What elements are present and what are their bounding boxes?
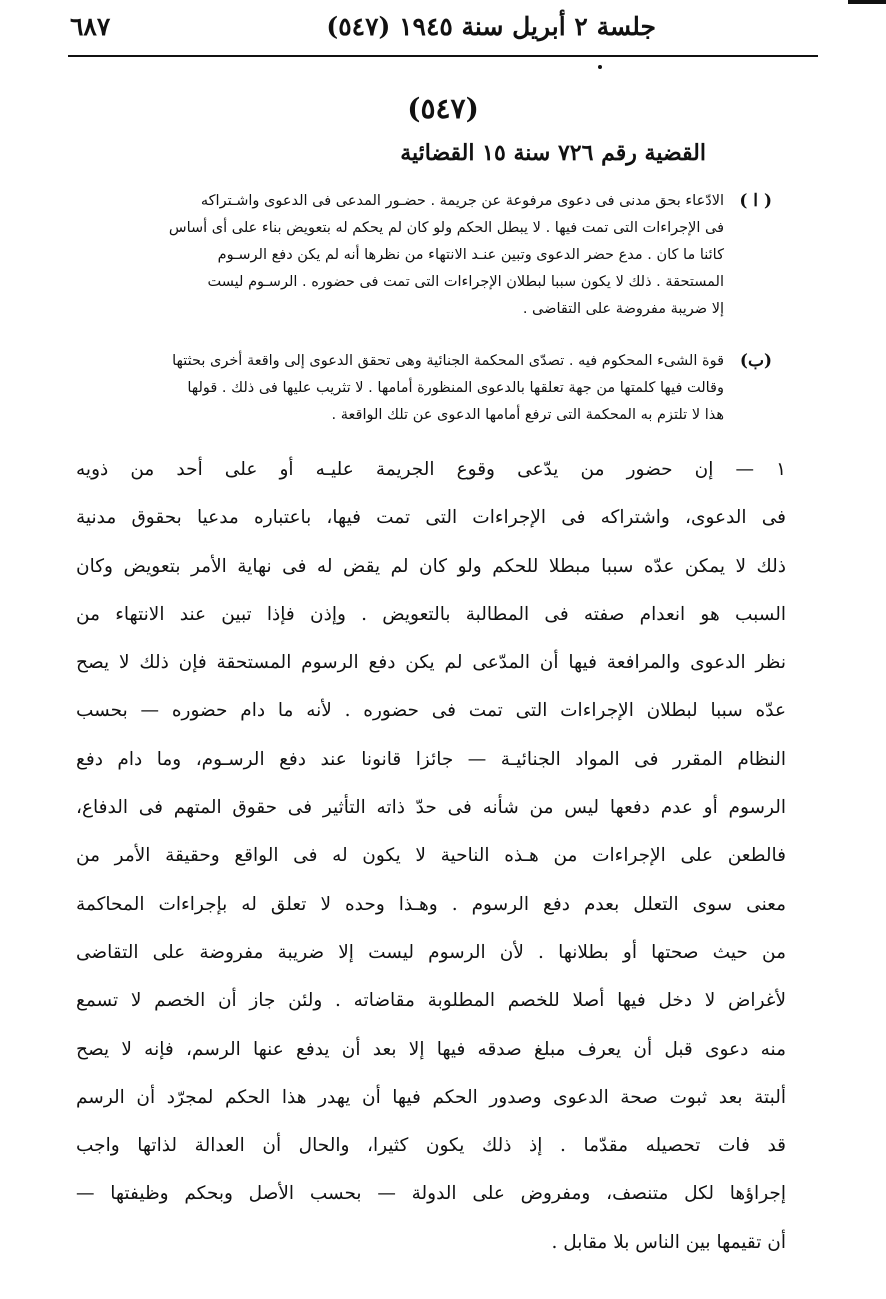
judgment-body [76,446,786,1267]
headnote-line: إلا ضريبة مفروضة على التقاضى . [522,301,724,317]
body-line: إجراؤها لكل متنصف، ومفروض على الدولة — بحسب الأصل وبحكم وظيفتها — [76,1183,786,1205]
body-line: منه دعوى قبل أن يعرف مبلغ صدقه فيها إلا بعد أن يدفع عنها الرسم، فإنه لا يصح [76,1038,786,1060]
headnote-marker-a: ( ا ) [739,191,772,211]
headnote-line: الادّعاء بحق مدنى فى دعوى مرفوعة عن جريمة . حضـور المدعى فى الدعوى واشـتراكه [200,193,724,209]
body-line: قد فات تحصيله مقدّما . إذ ذلك يكون كثيرا، والحال أن العدالة لذاتها واجب [76,1135,786,1157]
headnote-line: قوة الشىء المحكوم فيه . تصدّى المحكمة الجنائية وهى تحقق الدعوى إلى واقعة أخرى بحثتها [172,353,724,369]
header-divider [68,55,818,57]
headnote-marker-b: (ب) [739,351,772,371]
body-line: الرسوم أو عدم دفعها ليس من شأنه فى حدّ ذاته التأثير فى حقوق المتهم فى الدفاع، [76,797,786,819]
headnote-line: فى الإجراءات التى تمت فيها . لا يبطل الحكم ولو كان لم يحكم له بتعويض بناء على أى أساس [168,220,724,236]
body-line: عدّه سببا لبطلان الإجراءات التى تمت فى حضوره . لأنه ما دام حضوره — بحسب [76,700,786,722]
headnote-a [78,188,772,323]
body-line: السبب هو انعدام صفته فى المطالبة بالتعويض . وإذن فإذا تبين عند الانتهاء من [76,603,786,625]
case-title: القضية رقم ٧٢٦ سنة ١٥ القضائية [400,140,706,166]
body-line: فالطعن على الإجراءات من هـذه الناحية لا يكون له فى الواقع وحقيقة الأمر من [76,845,786,867]
body-line: النظام المقرر فى المواد الجنائيـة — جائزا قانونا عند دفع الرسـوم، وما دام دفع [76,748,786,770]
page-header [70,12,816,52]
headnote-line: هذا لا تلتزم به المحكمة التى ترفع أمامها الدعوى عن تلك الواقعة . [331,407,724,423]
headnote-line: وقالت فيها كلمتها من جهة تعلقها بالدعوى المنظورة أمامها . لا تثريب عليها فى ذلك . قولها [187,380,724,396]
ink-dot [598,65,602,69]
body-line: معنى سوى التعلل بعدم دفع الرسوم . وهـذا وحده لا تعلق له بإجراءات المحاكمة [76,893,786,915]
headnote-line: كائنا ما كان . مدع حضر الدعوى وتبين عنـد الانتهاء من نظرها أنه لم يكن دفع الرسـوم [217,247,724,263]
body-line: فى الدعوى، واشتراكه فى الإجراءات التى تمت فيها، باعتباره مدعيا بحقوق مدنية [76,507,786,529]
body-line: من حيث صحتها أو بطلانها . لأن الرسوم ليست إلا ضريبة مفروضة على التقاضى [76,941,786,963]
corner-mark [848,0,886,4]
body-line: لأغراض لا دخل فيها أصلا للخصم المطلوبة مقاضاته . ولئن جاز أن الخصم لا تسمع [76,990,786,1012]
body-line: ألبتة بعد ثبوت صحة الدعوى وصدور الحكم فيها أن يهدر هذا الحكم لمجرّد أن الرسم [76,1086,786,1108]
body-line: أن تقيمها بين الناس بلا مقابل . [551,1231,786,1253]
body-line: ١ — إن حضور من يدّعى وقوع الجريمة عليـه أو على أحد من ذويه [76,459,786,480]
running-head: جلسة ٢ أبريل سنة ١٩٤٥ (٥٤٧) [326,12,656,41]
page-number: ٦٨٧ [70,12,111,41]
headnote-b [78,348,772,429]
headnote-line: المستحقة . ذلك لا يكون سببا لبطلان الإجراءات التى تمت فى حضوره . الرسـوم ليست [207,274,724,290]
case-number: (٥٤٧) [407,92,479,125]
body-line: ذلك لا يمكن عدّه سببا مبطلا للحكم ولو كان لم يقض له فى نهاية الأمر بتعويض وكان [76,555,786,577]
body-line: نظر الدعوى والمرافعة فيها أن المدّعى لم يكن دفع الرسوم المستحقة فإن ذلك لا يصح [76,652,786,674]
